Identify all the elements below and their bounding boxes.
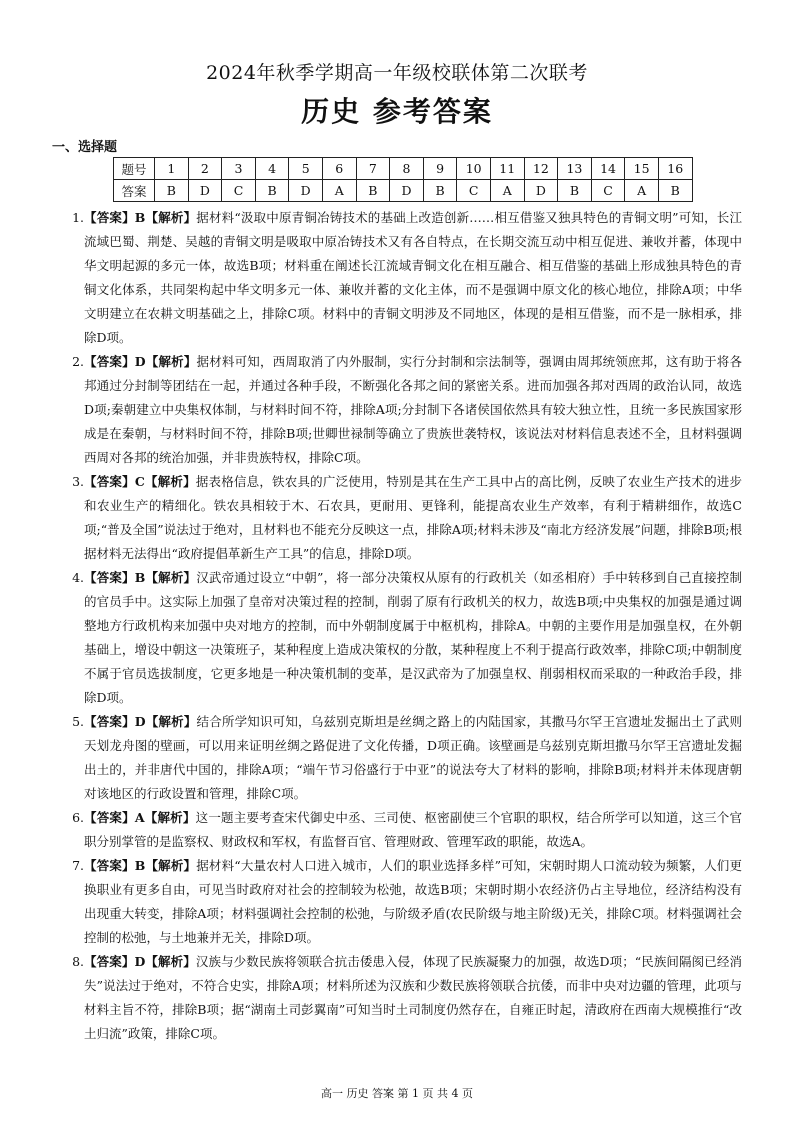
explanation-item-2 xyxy=(60,350,742,470)
explanation-item-5 xyxy=(60,710,742,806)
item-body xyxy=(84,206,742,350)
item-body xyxy=(84,854,742,950)
question-number-cell: 7 xyxy=(356,158,390,180)
question-number-cell: 1 xyxy=(155,158,189,180)
answer-table-number-row xyxy=(114,158,693,180)
question-number-cell: 4 xyxy=(255,158,289,180)
answer-tag: 【答案】D【解析】 xyxy=(84,714,197,729)
answer-cell: B xyxy=(558,180,592,202)
explanation-text: 这一题主要考查宋代御史中丞、三司使、枢密副使三个官职的职权，结合所学可以知道，这三个官职分别掌管的是监察权、财政权和军权，有监督百官、管理财政、管理军政的职能，故选A。 xyxy=(84,810,742,849)
answer-cell: A xyxy=(625,180,659,202)
explanation-text: 据材料“汲取中原青铜冶铸技术的基础上改造创新……相互借鉴又独具特色的青铜文明”可知，长江流域巴蜀、荆楚、吴越的青铜文明是吸取中原冶铸技术又有各自特点，在长期交流互动中相互促进、兼收并蓄，体现中华文明起源的多元一体，故选B项；材料重在阐述长江流域青铜文化在相互融合、相互借鉴的基础上形成独具特色的青铜文化体系，共同架构起中华文明多元一体、兼收并蓄的文化主体，而不是强调中原文化的核心地位，排除A项；中华文明建立在农耕文明基础之上，排除C项。材料中的青铜文明涉及不同地区，体现的是相互借鉴，而不是一脉相承，排除D项。 xyxy=(84,210,742,345)
answer-cell: B xyxy=(356,180,390,202)
item-number: 4. xyxy=(72,570,84,585)
question-number-cell: 2 xyxy=(188,158,222,180)
question-number-cell: 9 xyxy=(423,158,457,180)
answer-cell: B xyxy=(658,180,692,202)
question-number-cell: 13 xyxy=(558,158,592,180)
answer-tag: 【答案】B【解析】 xyxy=(84,570,197,585)
answer-table-answer-row xyxy=(114,180,693,202)
answer-cell: D xyxy=(390,180,424,202)
explanation-item-1 xyxy=(60,206,742,350)
explanation-item-8 xyxy=(60,950,742,1046)
explanation-text: 据材料“大量农村人口进入城市，人们的职业选择多样”可知，宋朝时期人口流动较为频繁，人们更换职业有更多自由，可见当时政府对社会的控制较为松弛，故选B项；宋朝时期小农经济仍占主导地位，经济结构没有出现重大转变，排除A项；材料强调社会控制的松弛，与阶级矛盾(农民阶级与地主阶级)无关，排除C项。材料强调社会控制的松弛，与土地兼并无关，排除D项。 xyxy=(84,858,742,945)
explanation-item-4 xyxy=(60,566,742,710)
answer-cell: C xyxy=(591,180,625,202)
explanation-text: 汉族与少数民族将领联合抗击倭患入侵，体现了民族凝聚力的加强，故选D项；“民族间隔阂已经消失”说法过于绝对，不符合史实，排除A项；材料所述为汉族和少数民族将领联合抗倭，而非中央对边疆的管理，此项与材料主旨不符，排除B项；据“湖南土司彭翼南”可知当时土司制度仍然存在，自雍正时起，清政府在西南大规模推行“改土归流”政策，排除C项。 xyxy=(84,954,742,1041)
explanation-list xyxy=(60,206,742,1046)
item-body xyxy=(84,470,742,566)
explanation-text: 汉武帝通过设立“中朝”，将一部分决策权从原有的行政机关（如丞相府）手中转移到自己直接控制的官员手中。这实际上加强了皇帝对决策过程的控制，削弱了原有行政机关的权力，故选B项;中央集权的加强是通过调整地方行政机构来加强中央对地方的控制，而中外朝制度属于中枢机构，排除A。中朝的主要作用是加强皇权，在外朝基础上，增设中朝这一决策班子，某种程度上造成决策权的分散，某种程度上不利于提高行政效率，排除C项;中朝制度不属于官员选拔制度，它更多地是一种决策机制的变革，是汉武帝为了加强皇权、削弱相权而采取的一种政治手段，排除D项。 xyxy=(84,570,742,705)
explanation-item-7 xyxy=(60,854,742,950)
item-body xyxy=(84,950,742,1046)
question-number-cell: 12 xyxy=(524,158,558,180)
answer-tag: 【答案】B【解析】 xyxy=(84,858,197,873)
exam-title: 2024年秋季学期高一年级校联体第二次联考 xyxy=(206,62,588,84)
question-number-cell: 10 xyxy=(457,158,491,180)
answer-cell: A xyxy=(490,180,524,202)
item-number: 6. xyxy=(72,810,84,825)
answer-cell: D xyxy=(188,180,222,202)
question-number-cell: 16 xyxy=(658,158,692,180)
item-body xyxy=(84,806,742,854)
item-number: 7. xyxy=(72,858,84,873)
explanation-item-6 xyxy=(60,806,742,854)
answer-cell: B xyxy=(255,180,289,202)
question-number-cell: 3 xyxy=(222,158,256,180)
answer-cell: A xyxy=(322,180,356,202)
document-subtitle: 历史 参考答案 xyxy=(301,95,493,128)
item-body xyxy=(84,350,742,470)
answer-cell: B xyxy=(155,180,189,202)
item-number: 1. xyxy=(72,210,84,225)
explanation-text: 据材料可知，西周取消了内外服制，实行分封制和宗法制等，强调由周邦统领庶邦，这有助于将各邦通过分封制等团结在一起，并通过各种手段，不断强化各邦之间的紧密关系。进而加强各邦对西周的政治认同，故选D项;秦朝建立中央集权体制，与材料时间不符，排除A项;分封制下各诸侯国依然具有较大独立性，且统一多民族国家形成是在秦朝，与材料时间不符，排除B项;世卿世禄制等确立了贵族世袭特权，该说法对材料信息表述不全，且材料强调西周对各邦的统治加强，并非贵族特权，排除C项。 xyxy=(84,354,742,465)
item-number: 8. xyxy=(72,954,84,969)
question-number-cell: 15 xyxy=(625,158,659,180)
answer-cell: C xyxy=(457,180,491,202)
question-number-cell: 8 xyxy=(390,158,424,180)
answer-cell: B xyxy=(423,180,457,202)
item-body xyxy=(84,566,742,710)
item-number: 2. xyxy=(72,354,84,369)
row-label-number: 题号 xyxy=(114,158,155,180)
answer-tag: 【答案】A【解析】 xyxy=(84,810,196,825)
answer-cell: D xyxy=(524,180,558,202)
row-label-answer: 答案 xyxy=(114,180,155,202)
explanation-text: 结合所学知识可知，乌兹别克斯坦是丝绸之路上的内陆国家，其撒马尔罕王宫遗址发掘出土了武则天划龙舟图的壁画，可以用来证明丝绸之路促进了文化传播，D项正确。该壁画是乌兹别克斯坦撒马尔罕王宫遗址发掘出土的，并非唐代中国的，排除A项；“端午节习俗盛行于中亚”的说法夸大了材料的影响，排除B项;材料并未体现唐朝对该地区的行政设置和管理，排除C项。 xyxy=(84,714,742,801)
page-footer: 高一 历史 答案 第 1 页 共 4 页 xyxy=(321,1087,473,1100)
question-number-cell: 5 xyxy=(289,158,323,180)
question-number-cell: 11 xyxy=(490,158,524,180)
question-number-cell: 14 xyxy=(591,158,625,180)
answer-tag: 【答案】D【解析】 xyxy=(84,354,197,369)
answer-cell: D xyxy=(289,180,323,202)
explanation-text: 据表格信息，铁农具的广泛使用，特别是其在生产工具中占的高比例，反映了农业生产技术的进步和农业生产的精细化。铁农具相较于木、石农具，更耐用、更锋利，能提高农业生产效率，有利于精耕细作，故选C项;“普及全国”说法过于绝对，且材料也不能充分反映这一点，排除A项;材料未涉及“南北方经济发展”问题，排除B项;根据材料无法得出“政府提倡革新生产工具”的信息，排除D项。 xyxy=(84,474,742,561)
answer-tag: 【答案】B【解析】 xyxy=(84,210,197,225)
item-number: 5. xyxy=(72,714,84,729)
section-heading: 一、选择题 xyxy=(52,140,118,155)
answer-cell: C xyxy=(222,180,256,202)
explanation-item-3 xyxy=(60,470,742,566)
answer-tag: 【答案】C【解析】 xyxy=(84,474,196,489)
answer-tag: 【答案】D【解析】 xyxy=(84,954,196,969)
item-number: 3. xyxy=(72,474,84,489)
answer-table xyxy=(113,157,693,202)
item-body xyxy=(84,710,742,806)
question-number-cell: 6 xyxy=(322,158,356,180)
